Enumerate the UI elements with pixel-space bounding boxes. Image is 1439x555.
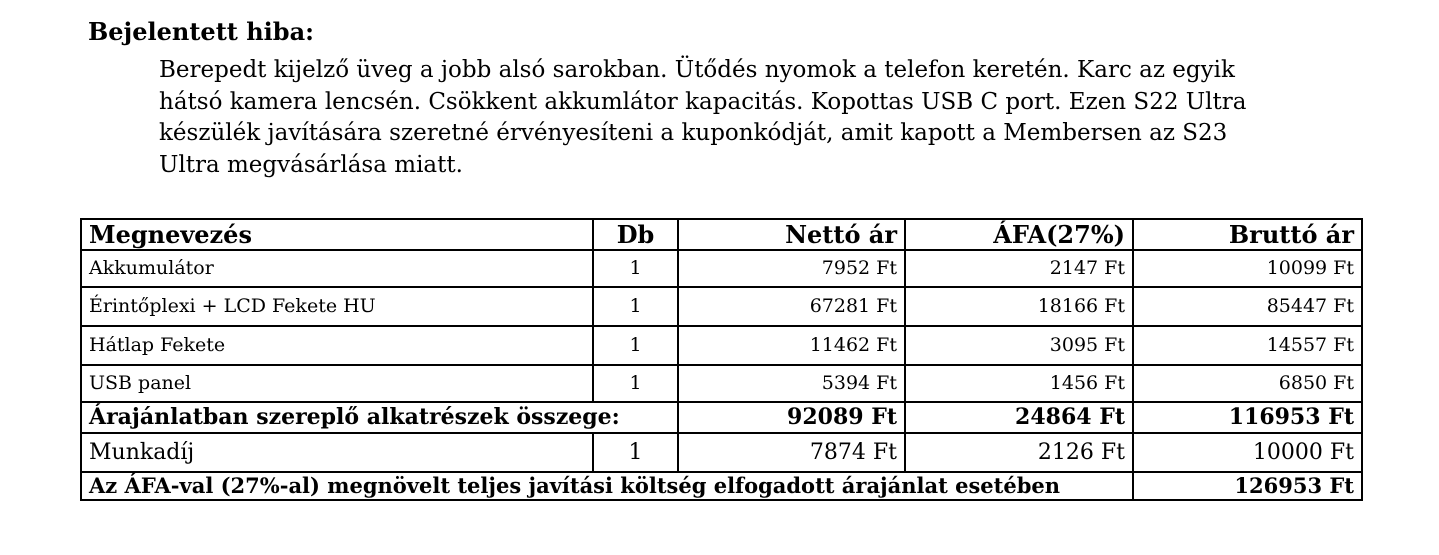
header-name: Megnevezés: [81, 219, 593, 250]
description-line: Ultra megvásárlása miatt.: [159, 151, 463, 178]
labor-name: Munkadíj: [81, 433, 593, 472]
description-line: hátsó kamera lencsén. Csökkent akkumlátor kapacitás. Kopottas USB C port. Ezen S22 Ultra: [159, 88, 1247, 115]
item-gross: 14557 Ft: [1133, 326, 1362, 365]
item-name: Érintőplexi + LCD Fekete HU: [81, 287, 593, 326]
item-vat: 18166 Ft: [905, 287, 1133, 326]
item-qty: 1: [593, 326, 678, 365]
item-qty: 1: [593, 287, 678, 326]
reported-issue-heading: Bejelentett hiba:: [88, 17, 314, 46]
labor-gross: 10000 Ft: [1133, 433, 1362, 472]
labor-row: [81, 433, 1362, 472]
header-net: Nettó ár: [678, 219, 905, 250]
labor-net: 7874 Ft: [678, 433, 905, 472]
item-gross: 10099 Ft: [1133, 250, 1362, 287]
description-line: Berepedt kijelző üveg a jobb alsó sarokban. Ütődés nyomok a telefon keretén. Karc az egyik: [159, 57, 1235, 83]
item-net: 67281 Ft: [678, 287, 905, 326]
item-vat: 3095 Ft: [905, 326, 1133, 365]
subtotal-label: Árajánlatban szereplő alkatrészek összege:: [81, 402, 678, 433]
header-vat: ÁFA(27%): [905, 219, 1133, 250]
item-name: USB panel: [81, 365, 593, 402]
item-net: 5394 Ft: [678, 365, 905, 402]
description-line: készülék javítására szeretné érvényesíteni a kuponkódját, amit kapott a Membersen az S23: [159, 120, 1228, 146]
subtotal-vat: 24864 Ft: [905, 402, 1133, 433]
labor-qty: 1: [593, 433, 678, 472]
item-qty: 1: [593, 250, 678, 287]
item-name: Akkumulátor: [81, 250, 593, 287]
item-vat: 2147 Ft: [905, 250, 1133, 287]
item-net: 7952 Ft: [678, 250, 905, 287]
table-row: [81, 287, 1362, 326]
total-row: [81, 472, 1362, 500]
reported-issue-description: [159, 55, 1359, 181]
price-quote-table: [80, 218, 1363, 501]
total-gross: 126953 Ft: [1133, 472, 1362, 500]
item-qty: 1: [593, 365, 678, 402]
table-row: [81, 250, 1362, 287]
labor-vat: 2126 Ft: [905, 433, 1133, 472]
table-row: [81, 365, 1362, 402]
subtotal-net: 92089 Ft: [678, 402, 905, 433]
header-qty: Db: [593, 219, 678, 250]
table-row: [81, 326, 1362, 365]
item-gross: 6850 Ft: [1133, 365, 1362, 402]
table-header-row: [81, 219, 1362, 250]
subtotal-gross: 116953 Ft: [1133, 402, 1362, 433]
total-label: Az ÁFA-val (27%-al) megnövelt teljes javítási költség elfogadott árajánlat esetében: [81, 472, 1133, 500]
header-gross: Bruttó ár: [1133, 219, 1362, 250]
item-vat: 1456 Ft: [905, 365, 1133, 402]
subtotal-row: [81, 402, 1362, 433]
item-gross: 85447 Ft: [1133, 287, 1362, 326]
item-net: 11462 Ft: [678, 326, 905, 365]
item-name: Hátlap Fekete: [81, 326, 593, 365]
